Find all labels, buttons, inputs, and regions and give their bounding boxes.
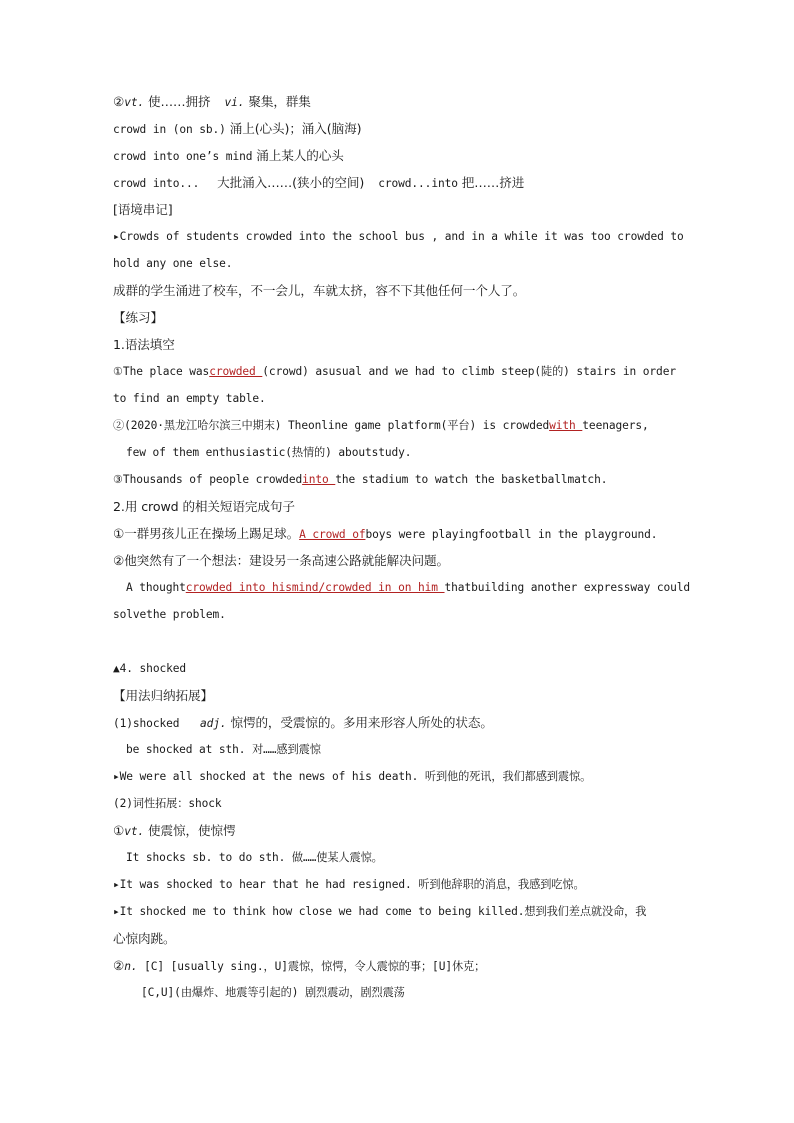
entry-word: (1)shocked <box>113 717 186 730</box>
part1-title: 1.语法填空 <box>113 337 175 352</box>
circle-number: ① <box>113 823 125 838</box>
question-text: thatbuilding another expressway could <box>444 581 691 594</box>
pos-tag: n. <box>124 960 138 973</box>
question-text: ③Thousands of people crowded <box>113 473 303 486</box>
phrase: crowd into... <box>113 177 200 190</box>
definition: 使……拥挤 <box>144 94 211 109</box>
question-2 <box>113 412 713 439</box>
pos-tag: vi. <box>224 96 245 109</box>
part2-title: 2.用 crowd 的相关短语完成句子 <box>113 499 295 514</box>
definition: [C] [usually sing.，U]震惊，惊愕，令人震惊的事；[U]休克； <box>137 960 486 973</box>
circle-number: ② <box>113 94 125 109</box>
phrase-line <box>113 169 713 196</box>
question-1-cont: to find an empty table. <box>113 392 266 405</box>
example-translation: 成群的学生涌进了校车，不一会儿，车就太挤，容不下其他任何一个人了。 <box>113 283 526 298</box>
section-title-shocked: ▲4. shocked <box>113 662 186 675</box>
answer-blank: into <box>302 473 336 486</box>
crowd-vt-vi-line <box>113 88 713 115</box>
context-heading: [语境串记] <box>113 202 173 217</box>
example-sentence: ▸It shocked me to think how close we had come to being killed.想到我们差点就没命，我 <box>113 905 647 918</box>
definition: 涌上某人的心头 <box>252 148 344 163</box>
question-text: the stadium to watch the basketballmatch. <box>335 473 608 486</box>
example-sentence-cont: 心惊肉跳。 <box>113 931 176 946</box>
pos-tag: vt. <box>124 825 145 838</box>
phrase: crowd...into <box>378 177 458 190</box>
phrase: crowd in (on sb.) <box>113 123 226 136</box>
question-text: ①一群男孩儿正在操场上踢足球。 <box>113 526 300 541</box>
question-text: (crowd) asusual and we had to climb steep(陡的) stairs in order <box>262 365 676 378</box>
phrase-line: It shocks sb. to do sth. 做……使某人震惊。 <box>126 851 383 864</box>
definition: 大批涌入……(狭小的空间) <box>213 175 365 190</box>
definition: 惊愕的，受震惊的。多用来形容人所处的状态。 <box>226 715 493 730</box>
question-text: teenagers, <box>582 419 649 432</box>
definition-cont: [C,U](由爆炸、地震等引起的) 剧烈震动，剧烈震荡 <box>141 986 405 999</box>
question-5-cont: solvethe problem. <box>113 608 226 621</box>
question-2-cont: few of them enthusiastic(热情的) aboutstudy. <box>126 446 412 459</box>
question-text: ①The place was <box>113 365 210 378</box>
question-text: ②(2020·黑龙江哈尔滨三中期末) Theonline game platform(平台) is crowded <box>113 419 550 432</box>
question-text: A thought <box>126 581 186 594</box>
answer-blank: A crowd of <box>299 528 366 541</box>
example-sentence: ▸Crowds of students crowded into the school bus , and in a while it was too crowded to <box>113 230 684 243</box>
pos-tag: adj. <box>200 717 227 730</box>
phrase-line <box>113 142 713 169</box>
example-sentence: ▸It was shocked to hear that he had resigned. 听到他辞职的消息，我感到吃惊。 <box>113 878 585 891</box>
question-5-prompt: ②他突然有了一个想法：建设另一条高速公路就能解决问题。 <box>113 553 450 568</box>
circle-number: ② <box>113 958 125 973</box>
definition: 把……挤进 <box>457 175 525 190</box>
definition: 使震惊，使惊愕 <box>144 823 236 838</box>
definition: 聚集，群集 <box>244 94 311 109</box>
phrase: crowd into one’s mind <box>113 150 253 163</box>
question-1 <box>113 358 713 385</box>
example-sentence-cont: hold any one else. <box>113 257 233 270</box>
question-4 <box>113 520 713 547</box>
shock-vt-line <box>113 817 713 844</box>
question-5 <box>113 574 713 601</box>
answer-blank: crowded <box>209 365 263 378</box>
answer-blank: crowded into hismind/crowded in on him <box>185 581 445 594</box>
document-page <box>113 88 713 1006</box>
practice-heading: 【练习】 <box>113 310 163 325</box>
example-sentence: ▸We were all shocked at the news of his death. 听到他的死讯，我们都感到震惊。 <box>113 770 592 783</box>
question-3 <box>113 466 713 493</box>
question-text: boys were playingfootball in the playground. <box>365 528 658 541</box>
shock-n-line <box>113 952 713 979</box>
word-form-title: (2)词性拓展：shock <box>113 797 222 810</box>
phrase-line: be shocked at sth. 对……感到震惊 <box>126 743 321 756</box>
shocked-adj-line <box>113 709 713 736</box>
usage-heading: 【用法归纳拓展】 <box>113 688 213 703</box>
pos-tag: vt. <box>124 96 145 109</box>
phrase-line <box>113 115 713 142</box>
definition: 涌上(心头)；涌入(脑海) <box>225 121 362 136</box>
answer-blank: with <box>549 419 583 432</box>
